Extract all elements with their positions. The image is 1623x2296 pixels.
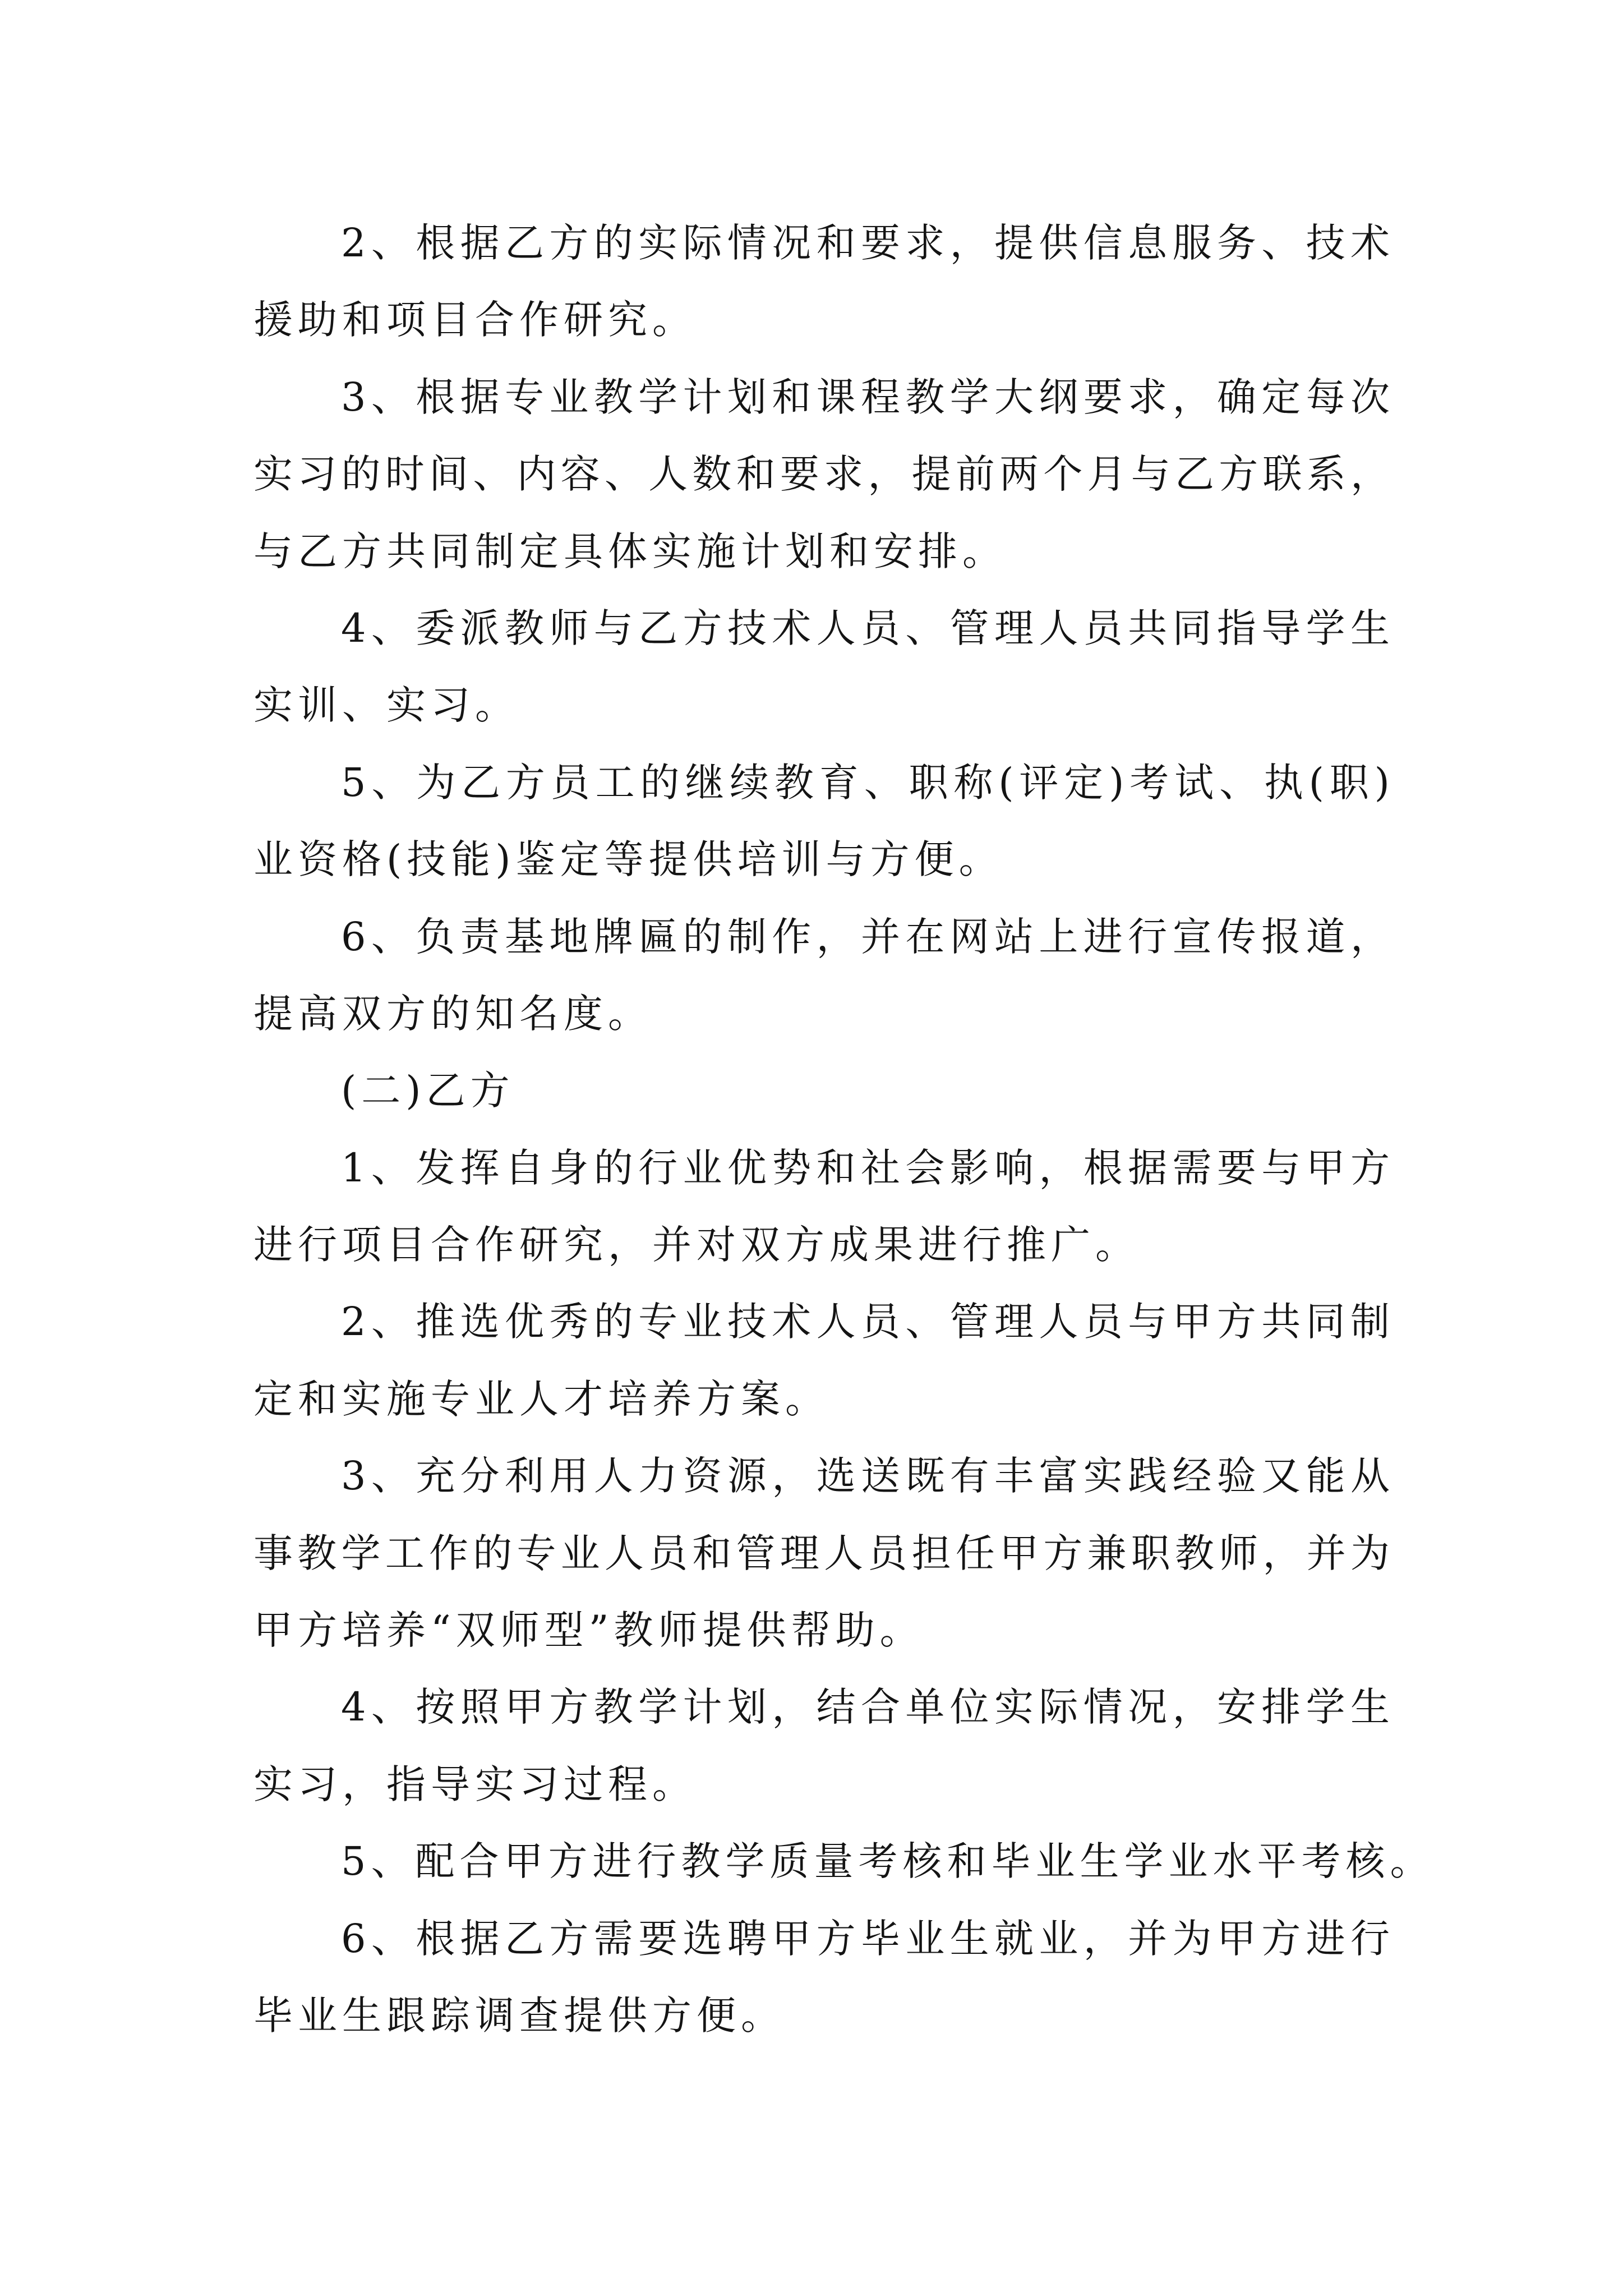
clause-party-b-3 bbox=[253, 1438, 1390, 1669]
text-line: 2、根据乙方的实际情况和要求，提供信息服务、技术 bbox=[341, 220, 1390, 266]
text-line: 提高双方的知名度。 bbox=[253, 990, 652, 1037]
clause-party-a-5 bbox=[253, 744, 1390, 899]
clause-party-a-4 bbox=[253, 590, 1390, 744]
text-line: 6、根据乙方需要选聘甲方毕业生就业，并为甲方进行 bbox=[341, 1915, 1390, 1962]
clause-party-b-5 bbox=[253, 1823, 1435, 1900]
text-line: 1、发挥自身的行业优势和社会影响，根据需要与甲方 bbox=[341, 1144, 1390, 1191]
text-line: 5、为乙方员工的继续教育、职称(评定)考试、执(职) bbox=[341, 759, 1390, 806]
text-line: 事教学工作的专业人员和管理人员担任甲方兼职教师，并为 bbox=[253, 1530, 1390, 1576]
document-body bbox=[253, 205, 1435, 2054]
text-line: 实训、实习。 bbox=[253, 682, 519, 729]
text-line: 4、按照甲方教学计划，结合单位实际情况，安排学生 bbox=[341, 1684, 1390, 1731]
text-line: 实习，指导实习过程。 bbox=[253, 1761, 697, 1807]
section-heading-party-b bbox=[253, 1052, 1390, 1129]
text-line: 定和实施专业人才培养方案。 bbox=[253, 1375, 829, 1422]
text-line: 毕业生跟踪调查提供方便。 bbox=[253, 1992, 785, 2039]
clause-party-b-1 bbox=[253, 1130, 1390, 1284]
clause-party-b-4 bbox=[253, 1669, 1390, 1823]
text-line: 3、充分利用人力资源，选送既有丰富实践经验又能从 bbox=[341, 1453, 1390, 1499]
clause-party-a-6 bbox=[253, 899, 1390, 1053]
text-line: 4、委派教师与乙方技术人员、管理人员共同指导学生 bbox=[341, 605, 1390, 651]
text-line: 3、根据专业教学计划和课程教学大纲要求，确定每次 bbox=[341, 374, 1390, 420]
clause-party-a-3 bbox=[253, 359, 1390, 590]
text-line: 实习的时间、内容、人数和要求，提前两个月与乙方联系， bbox=[253, 451, 1390, 498]
clause-party-b-6 bbox=[253, 1901, 1390, 2055]
section-heading: (二)乙方 bbox=[341, 1068, 515, 1114]
text-line: 2、推选优秀的专业技术人员、管理人员与甲方共同制 bbox=[341, 1299, 1390, 1345]
text-line: 进行项目合作研究，并对双方成果进行推广。 bbox=[253, 1222, 1140, 1268]
clause-party-a-2 bbox=[253, 205, 1390, 359]
text-line: 5、配合甲方进行教学质量考核和毕业生学业水平考核。 bbox=[341, 1838, 1435, 1885]
text-line: 与乙方共同制定具体实施计划和安排。 bbox=[253, 528, 1007, 574]
text-line: 甲方培养“双师型”教师提供帮助。 bbox=[253, 1607, 924, 1654]
clause-party-b-2 bbox=[253, 1283, 1390, 1438]
text-line: 6、负责基地牌匾的制作，并在网站上进行宣传报道， bbox=[341, 913, 1390, 960]
text-line: 业资格(技能)鉴定等提供培训与方便。 bbox=[253, 836, 1003, 883]
text-line: 援助和项目合作研究。 bbox=[253, 297, 697, 343]
